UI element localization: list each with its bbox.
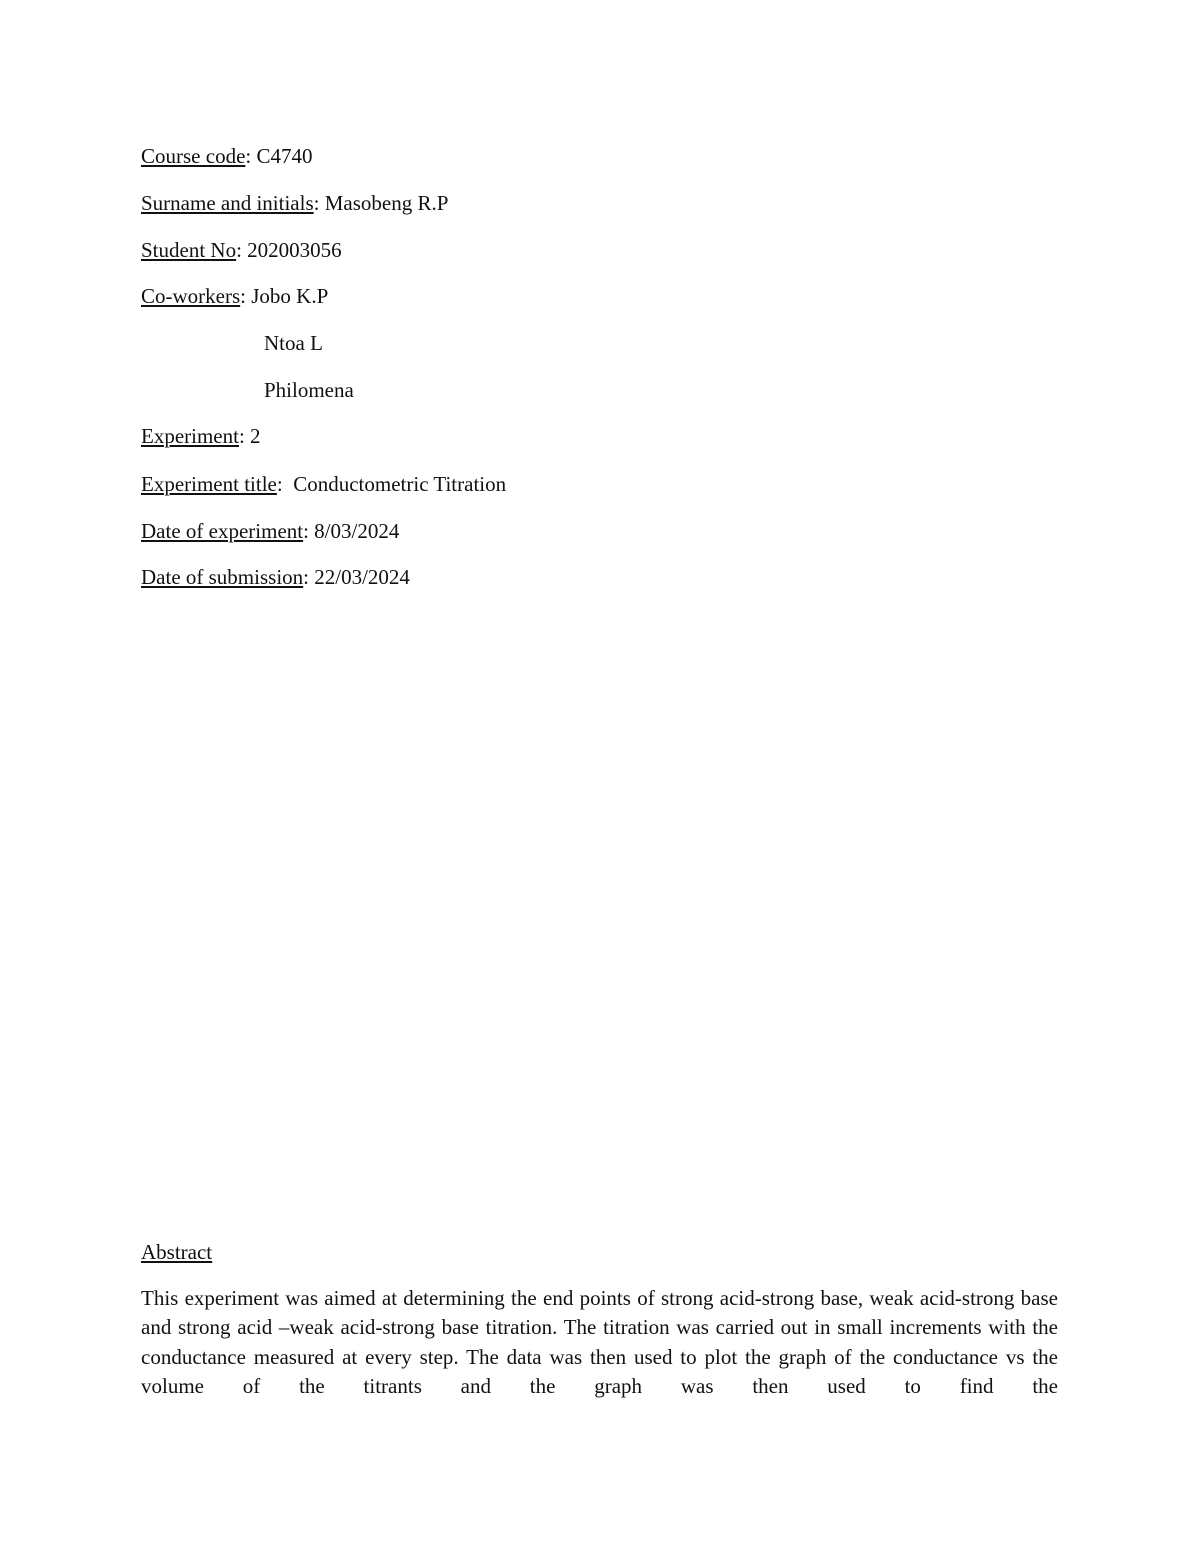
date-of-experiment-value: : 8/03/2024 (303, 519, 400, 543)
surname-value: : Masobeng R.P (313, 191, 449, 215)
surname-label: Surname and initials (141, 191, 314, 215)
date-of-submission-label: Date of submission (141, 565, 304, 589)
student-no-value: : 202003056 (236, 238, 342, 262)
coworkers-line (141, 283, 328, 309)
student-no-label: Student No (141, 238, 237, 262)
experiment-title-value: : Conductometric Titration (276, 472, 507, 496)
coworkers-value: : Jobo K.P (240, 284, 329, 308)
course-code-line (141, 143, 312, 169)
experiment-value: : 2 (238, 424, 261, 448)
coworker-name: Ntoa L (264, 331, 323, 355)
abstract-heading: Abstract (141, 1240, 213, 1264)
date-of-experiment-label: Date of experiment (141, 519, 304, 543)
student-no-line (141, 237, 342, 263)
experiment-label: Experiment (141, 424, 239, 448)
date-of-experiment-line (141, 518, 399, 544)
experiment-line (141, 423, 261, 449)
abstract-paragraph: This experiment was aimed at determining the end points of strong acid-strong base, weak acid-strong base and strong acid –weak acid-strong base titration. The titration was carried out in small increments with the conductance measured at every step. The data was then used to plot the graph of the conductance vs the volume of the titrants and the graph was then used to find the (141, 1286, 1058, 1398)
date-of-submission-value: : 22/03/2024 (303, 565, 410, 589)
experiment-title-line (141, 471, 506, 497)
experiment-title-label: Experiment title (141, 472, 277, 496)
course-code-value: : C4740 (245, 144, 313, 168)
course-code-label: Course code (141, 144, 246, 168)
surname-line (141, 190, 448, 216)
date-of-submission-line (141, 564, 410, 590)
coworker-name: Philomena (264, 378, 354, 402)
coworkers-label: Co-workers (141, 284, 241, 308)
